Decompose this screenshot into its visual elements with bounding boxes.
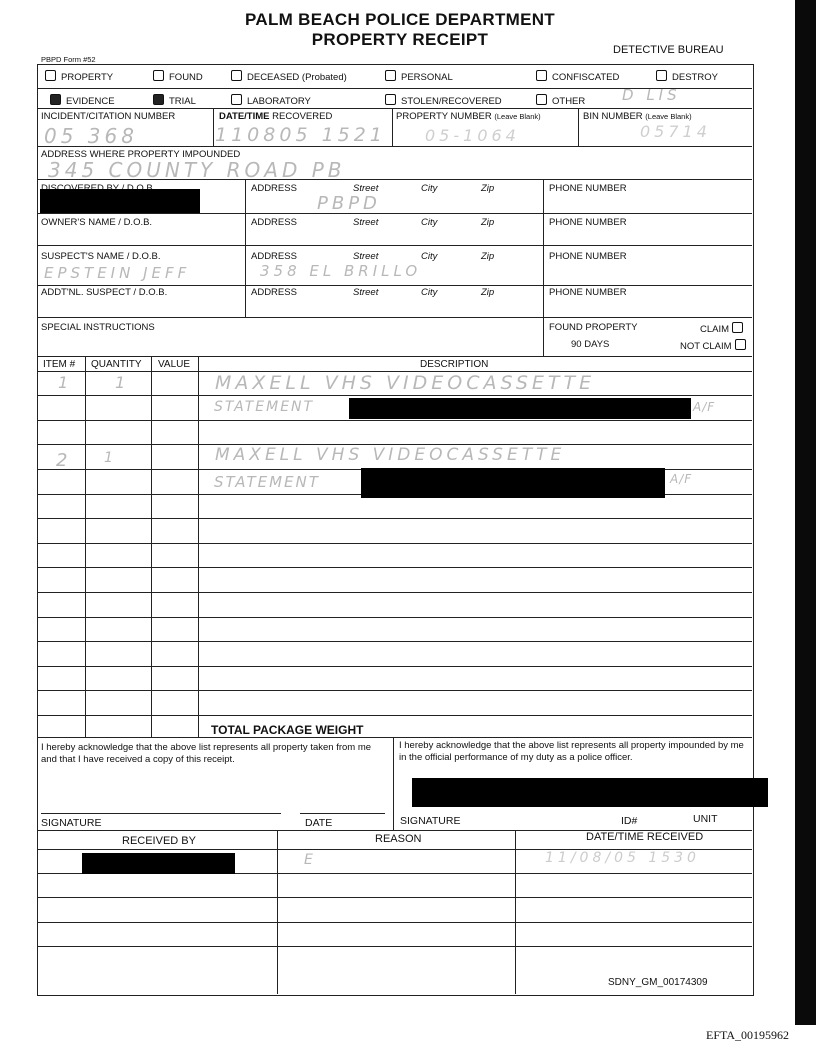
owner-city-label: City — [421, 217, 438, 228]
item2-number: 2 — [56, 450, 72, 471]
handwritten-reason: E — [304, 852, 317, 868]
reason-header: REASON — [375, 833, 422, 845]
owner-phone-label: PHONE NUMBER — [549, 217, 627, 228]
special-instructions-label: SPECIAL INSTRUCTIONS — [41, 322, 155, 333]
checkbox-other[interactable]: OTHER — [536, 94, 585, 107]
redaction-item2 — [361, 468, 665, 498]
item1-number: 1 — [58, 373, 73, 392]
bin-number-label: BIN NUMBER (Leave Blank) — [583, 111, 692, 122]
date-time-label: DATE/TIME RECOVERED — [219, 111, 333, 122]
discovered-zip-label: Zip — [481, 183, 495, 194]
checkbox-laboratory[interactable]: LABORATORY — [231, 94, 311, 107]
unit-label: UNIT — [693, 813, 718, 825]
checkbox-deceased[interactable]: DECEASED (Probated) — [231, 70, 347, 83]
addtl-phone-label: PHONE NUMBER — [549, 287, 627, 298]
suspect-street-label: Street — [353, 251, 379, 262]
suspect-address-label: ADDRESS — [251, 251, 297, 262]
document-title: PALM BEACH POLICE DEPARTMENT — [245, 10, 555, 29]
efta-number: EFTA_00195962 — [706, 1028, 790, 1042]
handwritten-date-time: 110805 1521 — [215, 124, 386, 146]
item1-description: MAXELL VHS VIDEOCASSETTE — [215, 372, 596, 394]
ack-right-text: I hereby acknowledge that the above list represents all property impounded by me in the official performance of my duty as a police officer. — [399, 740, 744, 763]
discovered-street-label: Street — [353, 183, 379, 194]
suspect-zip-label: Zip — [481, 251, 495, 262]
discovered-phone-label: PHONE NUMBER — [549, 183, 627, 194]
checkbox-destroy[interactable]: DESTROY — [656, 70, 718, 83]
handwritten-discovered-address: PBPD — [317, 193, 381, 214]
bates-number: SDNY_GM_00174309 — [608, 977, 708, 988]
claim-option[interactable]: CLAIM — [700, 322, 743, 335]
addtl-address-label: ADDRESS — [251, 287, 297, 298]
addtl-suspect-label: ADDT'NL. SUSPECT / D.O.B. — [41, 287, 168, 298]
checkbox-confiscated[interactable]: CONFISCATED — [536, 70, 619, 83]
col-item-number: ITEM # — [43, 359, 76, 370]
property-number-label: PROPERTY NUMBER (Leave Blank) — [396, 111, 541, 122]
handwritten-incident-number: 05 368 — [44, 124, 138, 148]
bureau-label: DETECTIVE BUREAU — [613, 44, 724, 56]
ack-left-text: I hereby acknowledge that the above list represents all property taken from me and that I have received a copy of this receipt. — [41, 742, 372, 765]
suspect-city-label: City — [421, 251, 438, 262]
owner-address-label: ADDRESS — [251, 217, 297, 228]
handwritten-suspect-address: 358 EL BRILLO — [260, 262, 422, 280]
suspect-label: SUSPECT'S NAME / D.O.B. — [41, 251, 161, 262]
checkbox-trial[interactable]: TRIAL — [153, 94, 196, 107]
redaction-discovered-by — [40, 189, 200, 213]
checkbox-stolen[interactable]: STOLEN/RECOVERED — [385, 94, 502, 107]
col-description: DESCRIPTION — [420, 359, 489, 370]
owner-label: OWNER'S NAME / D.O.B. — [41, 217, 153, 228]
document-subtitle: PROPERTY RECEIPT — [311, 30, 489, 49]
checkbox-personal[interactable]: PERSONAL — [385, 70, 453, 83]
total-package-weight-label: TOTAL PACKAGE WEIGHT — [211, 723, 364, 737]
addtl-street-label: Street — [353, 287, 379, 298]
item1-description-line2: STATEMENT — [214, 399, 315, 415]
date-label: DATE — [305, 817, 333, 829]
signature-label-left: SIGNATURE — [41, 817, 102, 829]
address-impounded-label: ADDRESS WHERE PROPERTY IMPOUNDED — [41, 149, 241, 160]
ninety-days-label: 90 DAYS — [571, 339, 610, 350]
handwritten-property-number: 05-1064 — [425, 126, 520, 145]
checkbox-evidence[interactable]: EVIDENCE — [50, 94, 115, 107]
discovered-city-label: City — [421, 183, 438, 194]
date-time-received-header: DATE/TIME RECEIVED — [586, 831, 704, 843]
handwritten-received-time: 11/08/05 1530 — [545, 850, 700, 866]
redaction-received-by — [82, 853, 235, 874]
received-by-header: RECEIVED BY — [122, 835, 196, 847]
form-number: PBPD Form #52 — [41, 55, 96, 64]
incident-label: INCIDENT/CITATION NUMBER — [41, 111, 176, 122]
found-property-label: FOUND PROPERTY — [549, 322, 638, 333]
item1-quantity: 1 — [115, 373, 130, 392]
addtl-city-label: City — [421, 287, 438, 298]
col-quantity: QUANTITY — [91, 359, 142, 370]
not-claim-option[interactable]: NOT CLAIM — [680, 339, 746, 352]
checkbox-found[interactable]: FOUND — [153, 70, 203, 83]
owner-zip-label: Zip — [481, 217, 495, 228]
redaction-officer — [412, 778, 768, 807]
discovered-address-label: ADDRESS — [251, 183, 297, 194]
handwritten-other: D LIS — [622, 86, 681, 104]
signature-label-right: SIGNATURE — [400, 815, 461, 827]
handwritten-suspect-name: EPSTEIN JEFF — [44, 264, 191, 282]
checkbox-property[interactable]: PROPERTY — [45, 70, 113, 83]
item2-quantity: 1 — [104, 450, 117, 466]
suspect-phone-label: PHONE NUMBER — [549, 251, 627, 262]
owner-street-label: Street — [353, 217, 379, 228]
col-value: VALUE — [158, 359, 191, 370]
handwritten-bin-number: 05714 — [640, 122, 711, 141]
handwritten-address-impounded: 345 COUNTY ROAD PB — [48, 158, 346, 182]
addtl-zip-label: Zip — [481, 287, 495, 298]
item2-description-line2: STATEMENT — [214, 473, 320, 491]
item1-suffix: A/F — [693, 400, 716, 414]
scan-edge-bar — [795, 0, 816, 1025]
redaction-item1 — [349, 398, 691, 419]
item2-description: MAXELL VHS VIDEOCASSETTE — [215, 445, 566, 465]
id-label: ID# — [621, 815, 638, 827]
item2-suffix: A/F — [670, 472, 693, 486]
